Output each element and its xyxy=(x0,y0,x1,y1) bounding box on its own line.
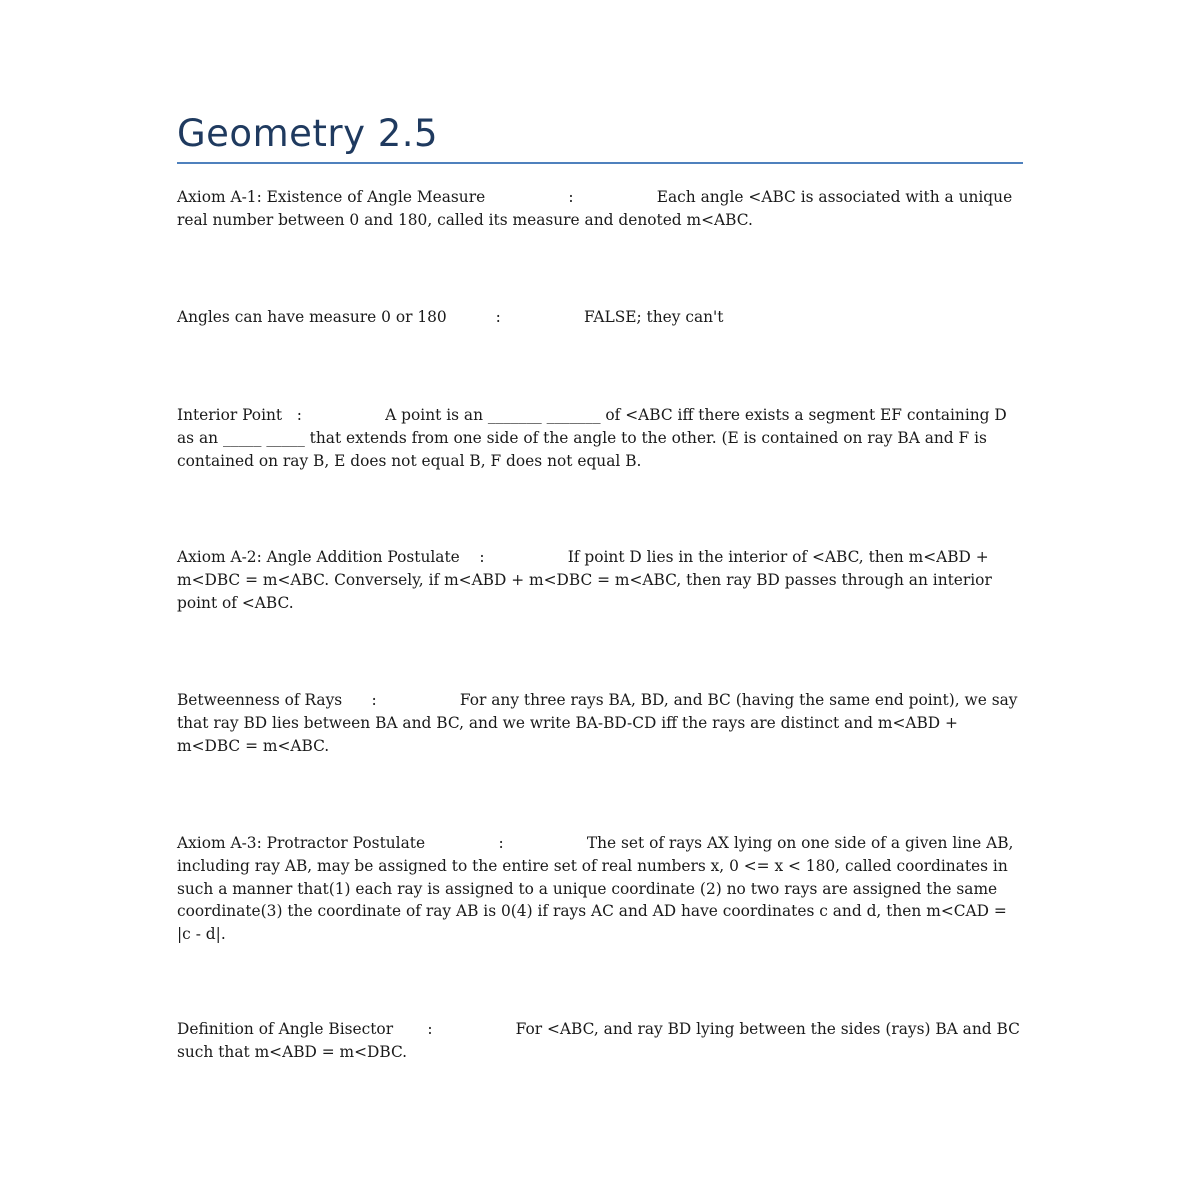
entry-separator: : xyxy=(427,1020,433,1038)
entry-definition: For any three rays BA, BD, and BC (having the same end point), we say that ray BD lies between BA and BC, and we write BA-BD-CD iff the rays are distinct and m<ABD + m<DBC = m<ABC. xyxy=(177,691,1018,755)
entry-definition: The set of rays AX lying on one side of a given line AB, including ray AB, may be assigned to the entire set of real numbers x, 0 <= x < 180, called coordinates in such a manner that(1) each ray is assigned to a unique coordinate (2) no two rays are assigned the same coordinate(3) the coordinate of ray AB is 0(4) if rays AC and AD have coordinates c and d, then m<CAD = |c - d|. xyxy=(177,834,1014,944)
document-page xyxy=(177,108,1023,1061)
title-underline xyxy=(177,162,1023,164)
entry-term: Interior Point xyxy=(177,406,283,424)
entry-axiom-a3 xyxy=(177,832,1023,946)
entry-definition: For <ABC, and ray BD lying between the sides (rays) BA and BC such that m<ABD = m<DBC. xyxy=(177,1020,1020,1061)
entry-angle-bisector xyxy=(177,1018,1023,1064)
entry-definition: If point D lies in the interior of <ABC, then m<ABD + m<DBC = m<ABC. Conversely, if m<ABD + m<DBC = m<ABC, then ray BD passes through an interior point of <ABC. xyxy=(177,548,992,612)
entry-term: Angles can have measure 0 or 180 xyxy=(177,308,447,326)
entry-term: Definition of Angle Bisector xyxy=(177,1020,394,1038)
entry-definition: FALSE; they can't xyxy=(584,308,724,326)
entry-definition: A point is an _______ _______ of <ABC iff there exists a segment EF containing D as an _____ _____ that extends from one side of the angle to the other. (E is contained on ray BA and F is contained on ray B, E does not equal B, F does not equal B. xyxy=(177,406,1007,470)
entry-separator: : xyxy=(495,308,501,326)
document-title: Geometry 2.5 xyxy=(177,112,439,155)
entry-angles-measure xyxy=(177,306,723,329)
entry-separator: : xyxy=(568,188,574,206)
entry-definition: Each angle <ABC is associated with a unique real number between 0 and 180, called its measure and denoted m<ABC. xyxy=(177,188,1013,229)
entry-axiom-a1 xyxy=(177,186,1023,232)
entry-axiom-a2 xyxy=(177,546,1023,614)
entry-term: Betweenness of Rays xyxy=(177,691,343,709)
entry-interior-point xyxy=(177,404,1023,472)
entry-term: Axiom A-1: Existence of Angle Measure xyxy=(177,188,486,206)
entry-separator: : xyxy=(371,691,377,709)
entry-betweenness-of-rays xyxy=(177,689,1023,757)
entry-separator: : xyxy=(296,406,302,424)
entry-separator: : xyxy=(498,834,504,852)
entry-separator: : xyxy=(479,548,485,566)
entry-term: Axiom A-3: Protractor Postulate xyxy=(177,834,426,852)
entry-term: Axiom A-2: Angle Addition Postulate xyxy=(177,548,460,566)
